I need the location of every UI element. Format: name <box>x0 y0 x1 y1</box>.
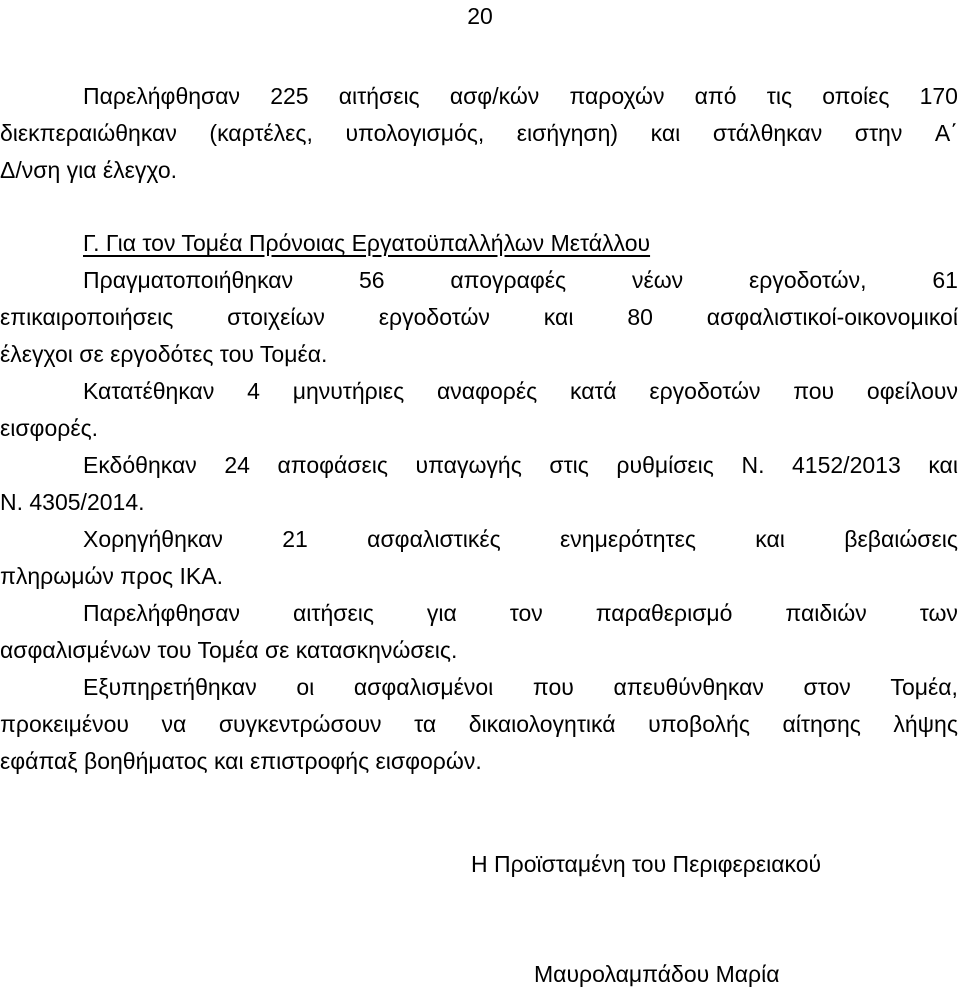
text-line: πληρωμών προς ΙΚΑ. <box>0 563 223 589</box>
text-line: ασφαλισμένων του Τομέα σε κατασκηνώσεις. <box>0 637 458 663</box>
page-number: 20 <box>467 3 493 29</box>
section-g <box>0 225 958 780</box>
signature-title: Η Προϊσταμένη του Περιφερειακού <box>471 851 822 877</box>
text-line: έλεγχοι σε εργοδότες του Τομέα. <box>0 341 328 367</box>
text-line: Πραγματοποιήθηκαν 56 απογραφές νέων εργοδοτών, 61 <box>83 267 958 293</box>
text-line: εισφορές. <box>0 415 99 441</box>
text-line: Ν. 4305/2014. <box>0 489 145 515</box>
text-line: Δ/νση για έλεγχο. <box>0 157 178 183</box>
section-heading: Γ. Για τον Τομέα Πρόνοιας Εργατοϋπαλλήλων Μετάλλου <box>83 230 651 256</box>
text-line: προκειμένου να συγκεντρώσουν τα δικαιολογητικά υποβολής αίτησης λήψης <box>0 711 958 737</box>
text-line: διεκπεραιώθηκαν (καρτέλες, υπολογισμός, εισήγηση) και στάλθηκαν στην Α΄ <box>0 120 958 146</box>
signature-name: Μαυρολαμπάδου Μαρία <box>534 961 780 987</box>
text-line: επικαιροποιήσεις στοιχείων εργοδοτών και 80 ασφαλιστικοί-οικονομικοί <box>0 304 958 330</box>
text-line: Εκδόθηκαν 24 αποφάσεις υπαγωγής στις ρυθμίσεις Ν. 4152/2013 και <box>83 452 958 478</box>
text-line: Παρελήφθησαν 225 αιτήσεις ασφ/κών παροχών από τις οποίες 170 <box>83 83 958 109</box>
paragraph-intro <box>0 78 958 189</box>
text-line: εφάπαξ βοηθήματος και επιστροφής εισφορών. <box>0 748 482 774</box>
text-line: Κατατέθηκαν 4 μηνυτήριες αναφορές κατά εργοδοτών που οφείλουν <box>83 378 958 404</box>
text-line: Χορηγήθηκαν 21 ασφαλιστικές ενημερότητες και βεβαιώσεις <box>83 526 958 552</box>
text-line: Παρελήφθησαν αιτήσεις για τον παραθερισμό παιδιών των <box>83 600 958 626</box>
text-line: Εξυπηρετήθηκαν οι ασφαλισμένοι που απευθύνθηκαν στον Τομέα, <box>83 674 958 700</box>
